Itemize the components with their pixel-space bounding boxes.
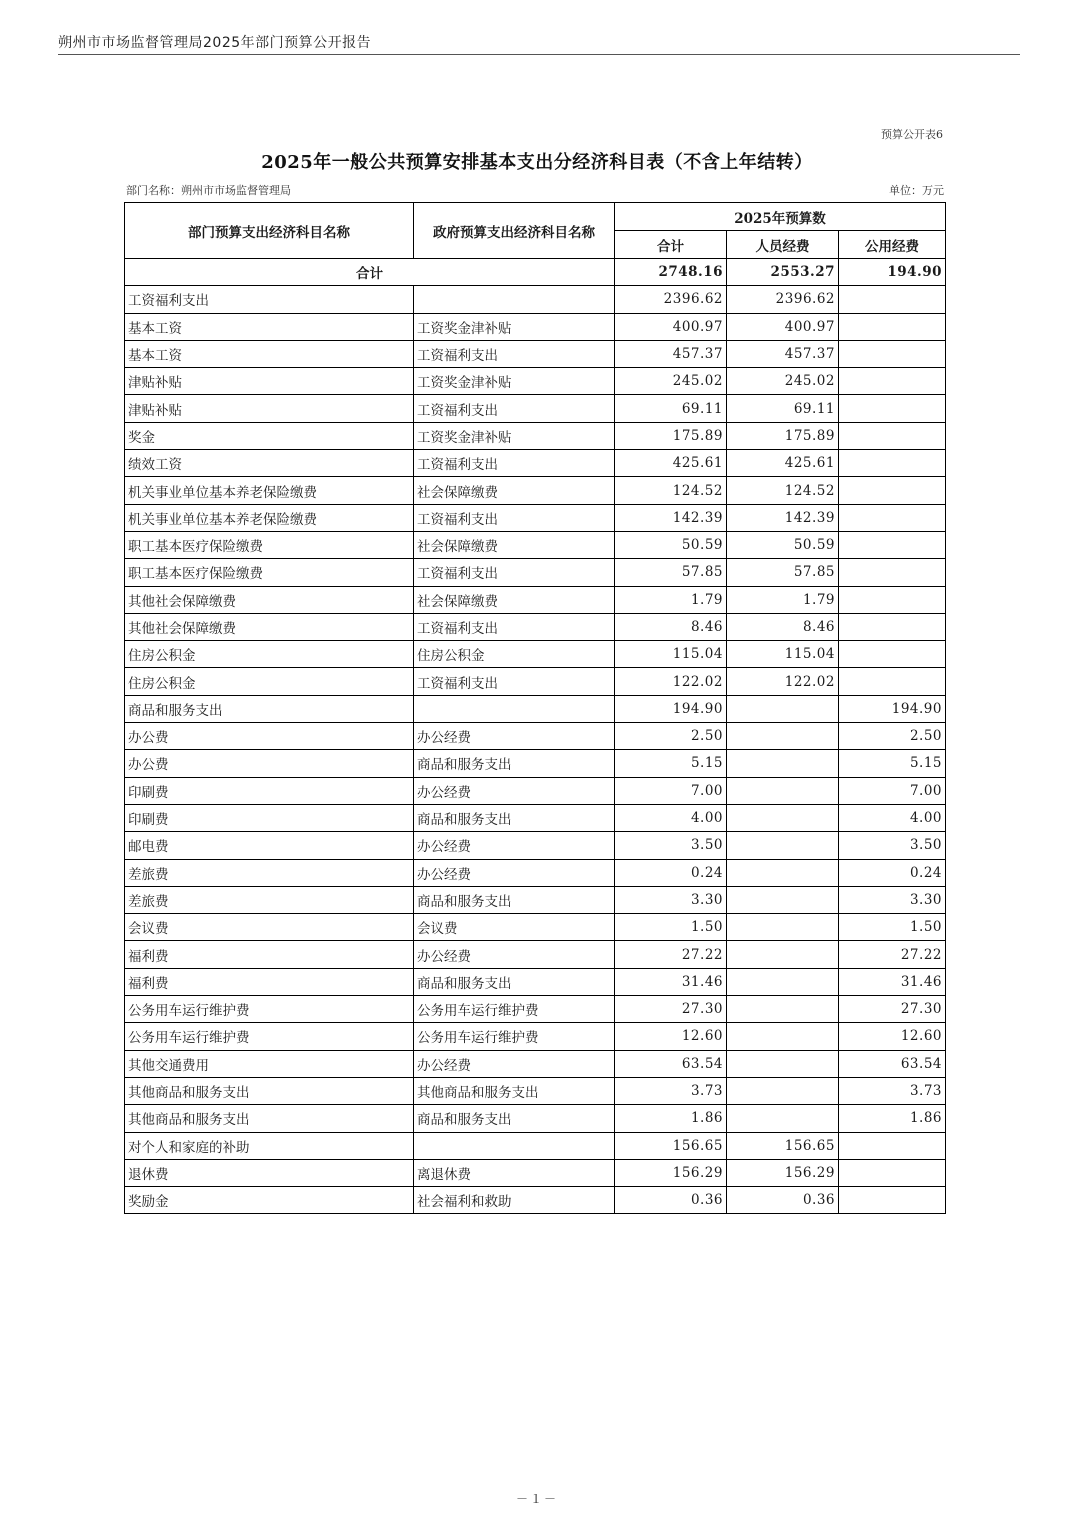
total-cell: 245.02 <box>615 368 727 395</box>
dept-subject-cell: 福利费 <box>125 941 414 968</box>
dept-subject-cell: 机关事业单位基本养老保险缴费 <box>125 504 414 531</box>
public-cell <box>839 641 946 668</box>
personnel-cell <box>727 941 839 968</box>
col-header-gov-subject: 政府预算支出经济科目名称 <box>414 203 615 259</box>
table-row <box>125 641 946 668</box>
gov-subject-cell: 办公经费 <box>414 941 615 968</box>
public-cell: 12.60 <box>839 1023 946 1050</box>
gov-subject-cell <box>414 695 615 722</box>
personnel-cell: 156.29 <box>727 1159 839 1186</box>
public-cell <box>839 1159 946 1186</box>
public-cell <box>839 613 946 640</box>
public-cell <box>839 286 946 313</box>
dept-subject-cell: 基本工资 <box>125 313 414 340</box>
dept-subject-cell: 退休费 <box>125 1159 414 1186</box>
table-row <box>125 613 946 640</box>
dept-subject-cell: 职工基本医疗保险缴费 <box>125 531 414 558</box>
public-cell: 1.50 <box>839 914 946 941</box>
gov-subject-cell: 社会保障缴费 <box>414 477 615 504</box>
table-row <box>125 450 946 477</box>
personnel-cell: 122.02 <box>727 668 839 695</box>
personnel-cell <box>727 695 839 722</box>
total-cell: 8.46 <box>615 613 727 640</box>
public-cell: 3.73 <box>839 1077 946 1104</box>
table-row <box>125 804 946 831</box>
personnel-cell: 457.37 <box>727 340 839 367</box>
gov-subject-cell: 公务用车运行维护费 <box>414 996 615 1023</box>
table-row <box>125 777 946 804</box>
gov-subject-cell: 工资奖金津补贴 <box>414 422 615 449</box>
total-amount: 2748.16 <box>615 259 727 286</box>
total-cell: 0.36 <box>615 1187 727 1214</box>
public-cell <box>839 422 946 449</box>
page-number: －１－ <box>515 1492 558 1506</box>
gov-subject-cell: 公务用车运行维护费 <box>414 1023 615 1050</box>
dept-subject-cell: 津贴补贴 <box>125 395 414 422</box>
personnel-cell: 400.97 <box>727 313 839 340</box>
budget-table <box>124 202 946 1214</box>
total-cell: 69.11 <box>615 395 727 422</box>
total-public: 194.90 <box>839 259 946 286</box>
report-title: 朔州市市场监督管理局2025年部门预算公开报告 <box>58 35 372 51</box>
unit-label: 单位：万元 <box>889 184 944 197</box>
total-cell: 5.15 <box>615 750 727 777</box>
table-row <box>125 1050 946 1077</box>
personnel-cell: 156.65 <box>727 1132 839 1159</box>
public-cell: 31.46 <box>839 968 946 995</box>
col-header-personnel: 人员经费 <box>727 231 839 259</box>
personnel-cell: 50.59 <box>727 531 839 558</box>
gov-subject-cell: 社会福利和救助 <box>414 1187 615 1214</box>
personnel-cell: 69.11 <box>727 395 839 422</box>
public-cell <box>839 1132 946 1159</box>
dept-subject-cell: 公务用车运行维护费 <box>125 1023 414 1050</box>
total-cell: 156.29 <box>615 1159 727 1186</box>
dept-subject-cell: 办公费 <box>125 723 414 750</box>
dept-subject-cell: 奖励金 <box>125 1187 414 1214</box>
public-cell <box>839 395 946 422</box>
dept-subject-cell: 住房公积金 <box>125 641 414 668</box>
personnel-cell: 175.89 <box>727 422 839 449</box>
public-cell: 27.30 <box>839 996 946 1023</box>
gov-subject-cell: 办公经费 <box>414 1050 615 1077</box>
dept-subject-cell: 其他商品和服务支出 <box>125 1105 414 1132</box>
personnel-cell <box>727 750 839 777</box>
dept-subject-cell: 绩效工资 <box>125 450 414 477</box>
dept-subject-cell: 其他社会保障缴费 <box>125 586 414 613</box>
total-row <box>125 259 946 286</box>
total-cell: 3.73 <box>615 1077 727 1104</box>
personnel-cell <box>727 1023 839 1050</box>
dept-subject-cell: 公务用车运行维护费 <box>125 996 414 1023</box>
table-row <box>125 1159 946 1186</box>
public-cell: 2.50 <box>839 723 946 750</box>
table-row <box>125 886 946 913</box>
budget-table-body <box>125 259 946 1214</box>
personnel-cell <box>727 1050 839 1077</box>
gov-subject-cell: 工资福利支出 <box>414 559 615 586</box>
dept-subject-cell: 职工基本医疗保险缴费 <box>125 559 414 586</box>
personnel-cell <box>727 832 839 859</box>
table-row <box>125 531 946 558</box>
table-title: 2025年一般公共预算安排基本支出分经济科目表（不含上年结转） <box>261 152 813 173</box>
gov-subject-cell <box>414 1132 615 1159</box>
table-row <box>125 586 946 613</box>
dept-subject-cell: 其他商品和服务支出 <box>125 1077 414 1104</box>
total-cell: 122.02 <box>615 668 727 695</box>
gov-subject-cell: 社会保障缴费 <box>414 586 615 613</box>
public-cell: 5.15 <box>839 750 946 777</box>
gov-subject-cell: 住房公积金 <box>414 641 615 668</box>
personnel-cell <box>727 859 839 886</box>
total-cell: 457.37 <box>615 340 727 367</box>
personnel-cell <box>727 1077 839 1104</box>
dept-subject-cell: 印刷费 <box>125 804 414 831</box>
public-cell: 63.54 <box>839 1050 946 1077</box>
total-cell: 175.89 <box>615 422 727 449</box>
gov-subject-cell: 商品和服务支出 <box>414 1105 615 1132</box>
public-cell <box>839 340 946 367</box>
total-cell: 0.24 <box>615 859 727 886</box>
table-row <box>125 1187 946 1214</box>
public-cell <box>839 504 946 531</box>
dept-subject-cell: 商品和服务支出 <box>125 695 414 722</box>
public-cell <box>839 477 946 504</box>
public-cell <box>839 559 946 586</box>
table-row <box>125 313 946 340</box>
total-cell: 3.30 <box>615 886 727 913</box>
table-row <box>125 395 946 422</box>
personnel-cell <box>727 804 839 831</box>
table-row <box>125 941 946 968</box>
table-row <box>125 968 946 995</box>
total-cell: 124.52 <box>615 477 727 504</box>
table-row <box>125 422 946 449</box>
dept-subject-cell: 津贴补贴 <box>125 368 414 395</box>
table-row <box>125 859 946 886</box>
total-cell: 2.50 <box>615 723 727 750</box>
dept-subject-cell: 福利费 <box>125 968 414 995</box>
personnel-cell <box>727 777 839 804</box>
total-cell: 142.39 <box>615 504 727 531</box>
table-row <box>125 832 946 859</box>
public-cell: 0.24 <box>839 859 946 886</box>
dept-subject-cell: 办公费 <box>125 750 414 777</box>
total-cell: 27.22 <box>615 941 727 968</box>
gov-subject-cell: 会议费 <box>414 914 615 941</box>
personnel-cell: 245.02 <box>727 368 839 395</box>
gov-subject-cell: 工资奖金津补贴 <box>414 368 615 395</box>
dept-subject-cell: 其他交通费用 <box>125 1050 414 1077</box>
gov-subject-cell: 商品和服务支出 <box>414 886 615 913</box>
public-cell: 27.22 <box>839 941 946 968</box>
dept-subject-cell: 工资福利支出 <box>125 286 414 313</box>
personnel-cell <box>727 968 839 995</box>
col-header-budget-group: 2025年预算数 <box>615 203 946 231</box>
table-row <box>125 996 946 1023</box>
personnel-cell: 8.46 <box>727 613 839 640</box>
gov-subject-cell: 办公经费 <box>414 777 615 804</box>
personnel-cell: 425.61 <box>727 450 839 477</box>
personnel-cell <box>727 886 839 913</box>
personnel-cell <box>727 996 839 1023</box>
dept-subject-cell: 会议费 <box>125 914 414 941</box>
total-cell: 50.59 <box>615 531 727 558</box>
total-cell: 2396.62 <box>615 286 727 313</box>
table-row <box>125 340 946 367</box>
gov-subject-cell: 商品和服务支出 <box>414 750 615 777</box>
gov-subject-cell: 工资福利支出 <box>414 340 615 367</box>
total-cell: 7.00 <box>615 777 727 804</box>
gov-subject-cell: 商品和服务支出 <box>414 804 615 831</box>
col-header-dept-subject: 部门预算支出经济科目名称 <box>125 203 414 259</box>
table-row <box>125 504 946 531</box>
public-cell: 3.50 <box>839 832 946 859</box>
dept-subject-cell: 基本工资 <box>125 340 414 367</box>
personnel-cell <box>727 723 839 750</box>
total-cell: 425.61 <box>615 450 727 477</box>
public-cell: 3.30 <box>839 886 946 913</box>
table-row <box>125 559 946 586</box>
table-row <box>125 1132 946 1159</box>
gov-subject-cell: 离退休费 <box>414 1159 615 1186</box>
total-cell: 31.46 <box>615 968 727 995</box>
total-cell: 12.60 <box>615 1023 727 1050</box>
table-number: 预算公开表6 <box>881 128 943 141</box>
personnel-cell: 115.04 <box>727 641 839 668</box>
personnel-cell: 1.79 <box>727 586 839 613</box>
total-cell: 1.79 <box>615 586 727 613</box>
public-cell: 194.90 <box>839 695 946 722</box>
personnel-cell <box>727 914 839 941</box>
col-header-total: 合计 <box>615 231 727 259</box>
table-row <box>125 723 946 750</box>
dept-subject-cell: 印刷费 <box>125 777 414 804</box>
total-cell: 57.85 <box>615 559 727 586</box>
gov-subject-cell: 工资福利支出 <box>414 450 615 477</box>
public-cell <box>839 450 946 477</box>
total-cell: 115.04 <box>615 641 727 668</box>
total-cell: 27.30 <box>615 996 727 1023</box>
total-cell: 63.54 <box>615 1050 727 1077</box>
personnel-cell <box>727 1105 839 1132</box>
public-cell <box>839 586 946 613</box>
dept-subject-cell: 差旅费 <box>125 886 414 913</box>
public-cell <box>839 368 946 395</box>
dept-subject-cell: 邮电费 <box>125 832 414 859</box>
page-header <box>58 30 1020 55</box>
gov-subject-cell: 办公经费 <box>414 723 615 750</box>
table-row <box>125 1105 946 1132</box>
personnel-cell: 142.39 <box>727 504 839 531</box>
dept-subject-cell: 住房公积金 <box>125 668 414 695</box>
public-cell: 4.00 <box>839 804 946 831</box>
public-cell <box>839 1187 946 1214</box>
gov-subject-cell <box>414 286 615 313</box>
col-header-public: 公用经费 <box>839 231 946 259</box>
table-row <box>125 477 946 504</box>
total-personnel: 2553.27 <box>727 259 839 286</box>
gov-subject-cell: 其他商品和服务支出 <box>414 1077 615 1104</box>
table-row <box>125 286 946 313</box>
public-cell: 7.00 <box>839 777 946 804</box>
gov-subject-cell: 工资福利支出 <box>414 395 615 422</box>
dept-subject-cell: 奖金 <box>125 422 414 449</box>
gov-subject-cell: 商品和服务支出 <box>414 968 615 995</box>
table-row <box>125 1023 946 1050</box>
personnel-cell: 2396.62 <box>727 286 839 313</box>
total-cell: 194.90 <box>615 695 727 722</box>
table-row <box>125 750 946 777</box>
gov-subject-cell: 工资奖金津补贴 <box>414 313 615 340</box>
gov-subject-cell: 工资福利支出 <box>414 668 615 695</box>
gov-subject-cell: 办公经费 <box>414 859 615 886</box>
public-cell: 1.86 <box>839 1105 946 1132</box>
table-row <box>125 1077 946 1104</box>
department-label: 部门名称：朔州市市场监督管理局 <box>126 184 291 197</box>
public-cell <box>839 313 946 340</box>
total-cell: 3.50 <box>615 832 727 859</box>
personnel-cell: 124.52 <box>727 477 839 504</box>
public-cell <box>839 668 946 695</box>
total-cell: 1.50 <box>615 914 727 941</box>
table-row <box>125 368 946 395</box>
total-cell: 4.00 <box>615 804 727 831</box>
total-cell: 156.65 <box>615 1132 727 1159</box>
dept-subject-cell: 对个人和家庭的补助 <box>125 1132 414 1159</box>
table-row <box>125 668 946 695</box>
dept-subject-cell: 差旅费 <box>125 859 414 886</box>
public-cell <box>839 531 946 558</box>
table-row <box>125 695 946 722</box>
gov-subject-cell: 工资福利支出 <box>414 504 615 531</box>
gov-subject-cell: 办公经费 <box>414 832 615 859</box>
gov-subject-cell: 社会保障缴费 <box>414 531 615 558</box>
total-cell: 1.86 <box>615 1105 727 1132</box>
gov-subject-cell: 工资福利支出 <box>414 613 615 640</box>
dept-subject-cell: 机关事业单位基本养老保险缴费 <box>125 477 414 504</box>
dept-subject-cell: 其他社会保障缴费 <box>125 613 414 640</box>
total-label: 合计 <box>125 259 615 286</box>
personnel-cell: 57.85 <box>727 559 839 586</box>
table-row <box>125 914 946 941</box>
total-cell: 400.97 <box>615 313 727 340</box>
personnel-cell: 0.36 <box>727 1187 839 1214</box>
